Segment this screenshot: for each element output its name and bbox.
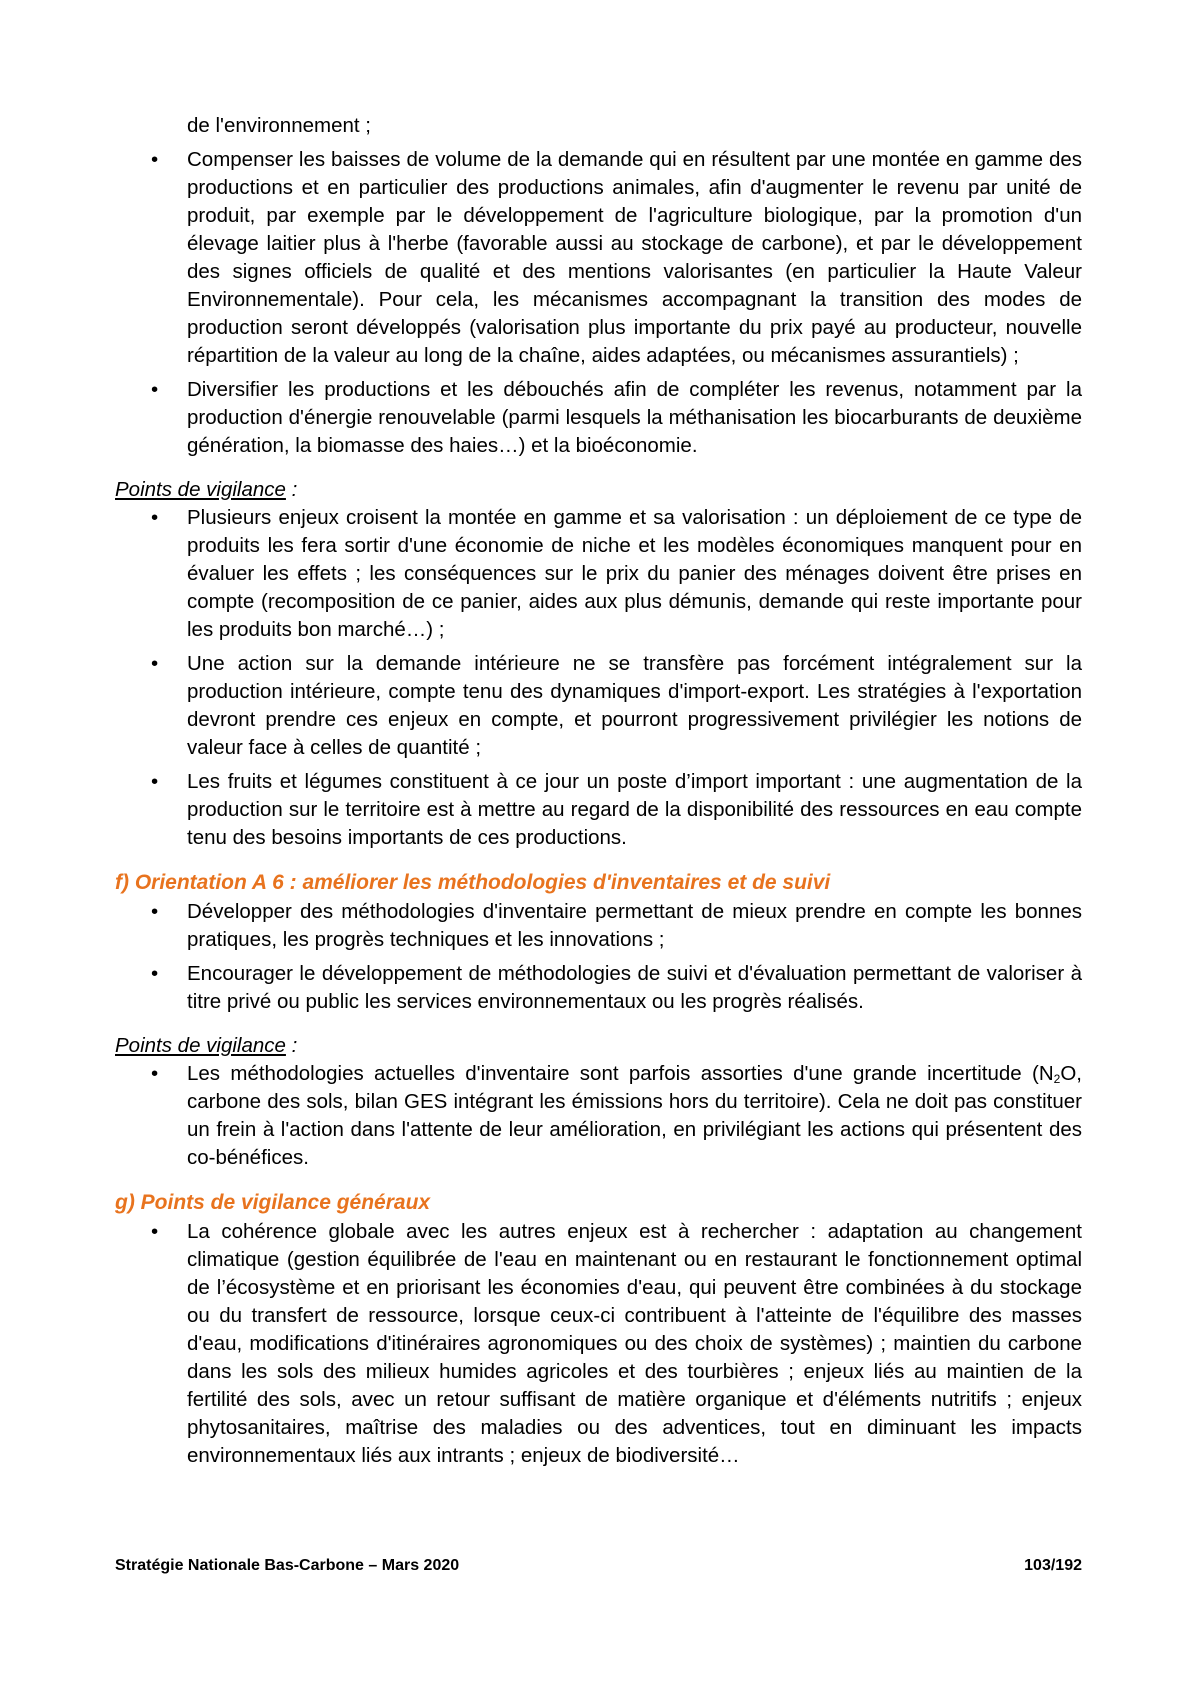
general-vigilance-list: [115, 1218, 1082, 1470]
bullet-icon: •: [151, 652, 159, 675]
vigilance-heading: Points de vigilance :: [115, 1034, 298, 1057]
measures-list: [115, 146, 1082, 460]
bullet-icon: •: [151, 506, 159, 529]
bullet-icon: •: [151, 962, 159, 985]
vigilance-heading: Points de vigilance :: [115, 478, 298, 501]
list-item: • Diversifier les productions et les débouchés afin de compléter les revenus, notamment par la production d'énergie renouvelable (parmi lesquels la méthanisation les biocarburants de deuxième génération, la biomasse des haies…) et la bioéconomie.: [151, 378, 1082, 457]
list-item: • Les méthodologies actuelles d'inventaire sont parfois assorties d'une grande incertitude ($N_2O$, carbone des sols, bilan GES intégrant les émissions hors du territoire). Cela ne doit pas constituer un frein à l'action dans l'attente de leur amélioration, en privilégiant les actions qui présentent des co-bénéfices.: [151, 1062, 1082, 1169]
vigilance-list: [115, 1060, 1082, 1172]
list-item: • Les fruits et légumes constituent à ce jour un poste d’import important : une augmentation de la production sur le territoire est à mettre au regard de la disponibilité des ressources en eau compte tenu des besoins importants de ces productions.: [151, 770, 1082, 849]
bullet-icon: •: [151, 148, 159, 171]
section-heading-g: g) Points de vigilance généraux: [115, 1191, 431, 1214]
list-item: • Une action sur la demande intérieure ne se transfère pas forcément intégralement sur la production intérieure, compte tenu des dynamiques d'import-export. Les stratégies à l'exportation devront prendre ces enjeux en compte, et pourront progressivement privilégier les notions de valeur face à celles de quantité ;: [151, 652, 1082, 759]
section-heading-f: f) Orientation A 6 : améliorer les méthodologies d'inventaires et de suivi: [115, 871, 831, 894]
list-item: • Plusieurs enjeux croisent la montée en gamme et sa valorisation : un déploiement de ce type de produits les fera sortir d'une économie de niche et les modèles économiques manquent pour en évaluer les effets ; les conséquences sur le prix du panier des ménages doivent être prises en compte (recomposition de ce panier, aides aux plus démunis, demande qui reste importante pour les produits bon marché…) ;: [151, 506, 1082, 641]
page-number: 103/192: [1024, 1557, 1082, 1574]
list-item: • Développer des méthodologies d'inventaire permettant de mieux prendre en compte les bonnes pratiques, les progrès techniques et les innovations ;: [151, 900, 1082, 951]
page-content: [115, 112, 1082, 1476]
bullet-icon: •: [151, 1220, 159, 1243]
list-item: • Encourager le développement de méthodologies de suivi et d'évaluation permettant de valoriser à titre privé ou public les services environnementaux ou les progrès réalisés.: [151, 962, 1082, 1013]
bullet-icon: •: [151, 1062, 159, 1085]
bullet-icon: •: [151, 900, 159, 923]
continuation-text: de l'environnement ;: [187, 114, 371, 137]
footer-title: Stratégie Nationale Bas-Carbone – Mars 2020: [115, 1557, 460, 1574]
vigilance-list: [115, 504, 1082, 852]
bullet-icon: •: [151, 378, 159, 401]
page-footer: [115, 1555, 1082, 1577]
bullet-icon: •: [151, 770, 159, 793]
orientation-list: [115, 898, 1082, 1016]
list-item: • La cohérence globale avec les autres enjeux est à rechercher : adaptation au changement climatique (gestion équilibrée de l'eau en maintenant ou en restaurant le fonctionnement optimal de l’écosystème et en priorisant les économies d'eau, qui peuvent être combinées à du stockage ou du transfert de ressource, lorsque ceux-ci contribuent à l'atteinte de l'équilibre des masses d'eau, modifications d'itinéraires agronomiques ou des choix de systèmes) ; maintien du carbone dans les sols des milieux humides agricoles et des tourbières ; enjeux liés au maintien de la fertilité des sols, avec un retour suffisant de matière organique et d'éléments nutritifs ; enjeux phytosanitaires, maîtrise des maladies ou des adventices, tout en diminuant les impacts environnementaux liés aux intrants ; enjeux de biodiversité…: [151, 1220, 1082, 1467]
list-item: • Compenser les baisses de volume de la demande qui en résultent par une montée en gamme des productions et en particulier des productions animales, afin d'augmenter le revenu par unité de produit, par exemple par le développement de l'agriculture biologique, par la promotion d'un élevage laitier plus à l'herbe (favorable aussi au stockage de carbone), et par le développement des signes officiels de qualité et des mentions valorisantes (en particulier la Haute Valeur Environnementale). Pour cela, les mécanismes accompagnant la transition des modes de production seront développés (valorisation plus importante du prix payé au producteur, nouvelle répartition de la valeur au long de la chaîne, aides adaptées, ou mécanismes assurantiels) ;: [151, 148, 1082, 367]
